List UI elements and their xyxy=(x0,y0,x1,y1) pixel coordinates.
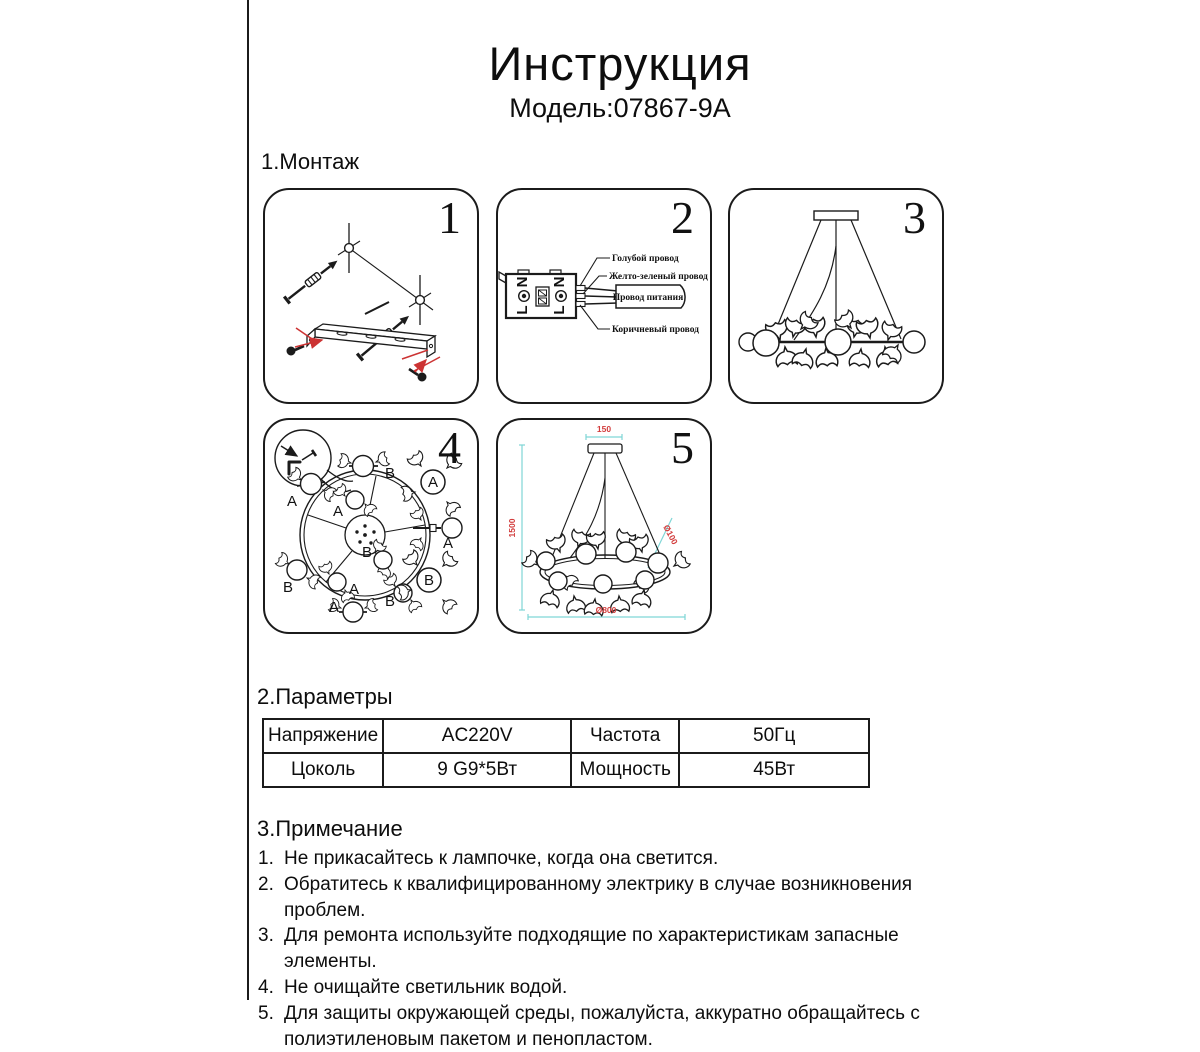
dimension-canopy-width: 150 xyxy=(596,424,612,434)
note-text: Не очищайте светильник водой. xyxy=(284,976,568,998)
terminal-n-label: N xyxy=(514,276,531,288)
document-header xyxy=(320,38,920,123)
detail-label-b: B xyxy=(423,572,435,589)
parameters-table xyxy=(262,718,870,788)
montage-step-2-panel xyxy=(496,188,712,404)
table-row xyxy=(263,753,869,787)
note-number: 4. xyxy=(258,976,274,998)
panel-number-2: 2 xyxy=(671,192,694,243)
param-value: 45Вт xyxy=(679,753,869,787)
notes-list xyxy=(258,846,966,1052)
param-value: AC220V xyxy=(383,719,571,753)
note-number: 1. xyxy=(258,848,274,869)
panel-number-5: 5 xyxy=(671,422,694,473)
note-text: Для защиты окружающей среды, пожалуйста, аккуратно обращайтесь с полиэтиленовым пакетом и пенопластом. xyxy=(284,1002,920,1050)
param-label: Мощность xyxy=(571,753,679,787)
detail-label-a: A xyxy=(427,474,439,491)
montage-step-5-panel xyxy=(496,418,712,634)
position-label-b: B xyxy=(362,544,373,561)
section-heading-notes: 3.Примечание xyxy=(257,816,403,841)
yellow-green-wire-label: Желто-зеленый провод xyxy=(609,272,708,282)
montage-step-1-panel xyxy=(263,188,479,404)
montage-step-3-panel xyxy=(728,188,944,404)
table-row xyxy=(263,719,869,753)
model-number: Модель:07867-9A xyxy=(509,92,731,123)
terminal-l-label-2: L xyxy=(551,305,568,315)
note-number: 3. xyxy=(258,925,274,947)
note-item xyxy=(258,846,966,872)
terminal-n-label-2: N xyxy=(551,276,568,288)
position-label-b: B xyxy=(385,593,396,610)
position-label-a: A xyxy=(443,535,454,552)
param-label: Цоколь xyxy=(263,753,383,787)
param-label: Частота xyxy=(571,719,679,753)
position-label-a: A xyxy=(287,493,298,510)
param-value: 50Гц xyxy=(679,719,869,753)
note-item xyxy=(258,923,966,975)
section-heading-parameters: 2.Параметры xyxy=(257,684,393,709)
note-text: Не прикасайтесь к лампочке, когда она светится. xyxy=(284,848,719,869)
note-number: 2. xyxy=(258,873,274,895)
page-title: Инструкция xyxy=(488,37,752,90)
terminal-l-label: L xyxy=(514,305,531,315)
position-label-a: A xyxy=(333,503,344,520)
position-label-b: B xyxy=(283,579,294,596)
panel-number-1: 1 xyxy=(438,192,461,243)
brown-wire-label: Коричневый провод xyxy=(612,325,699,335)
note-number: 5. xyxy=(258,1002,274,1024)
note-item xyxy=(258,975,966,1001)
param-value: 9 G9*5Вт xyxy=(383,753,571,787)
page-border-line xyxy=(247,0,249,1000)
section-heading-montage: 1.Монтаж xyxy=(261,149,360,174)
dimension-ball-diameter: Ø100 xyxy=(661,523,680,547)
montage-step-4-panel xyxy=(263,418,479,634)
note-item xyxy=(258,872,966,924)
blue-wire-label: Голубой провод xyxy=(612,254,679,264)
panel-number-4: 4 xyxy=(438,422,461,473)
dimension-ring-diameter: Ø800 xyxy=(595,605,617,615)
note-item xyxy=(258,1001,966,1052)
position-label-a: A xyxy=(349,581,360,598)
power-cable-label: Провод питания xyxy=(612,293,684,303)
note-text: Обратитесь к квалифицированному электрику в случае возникновения проблем. xyxy=(284,873,913,921)
note-text: Для ремонта используйте подходящие по характеристикам запасные элементы. xyxy=(284,925,899,973)
panel-number-3: 3 xyxy=(903,192,926,243)
param-label: Напряжение xyxy=(263,719,383,753)
position-label-a: A xyxy=(329,599,340,616)
position-label-b: B xyxy=(385,465,396,482)
dimension-height: 1500 xyxy=(507,518,517,538)
